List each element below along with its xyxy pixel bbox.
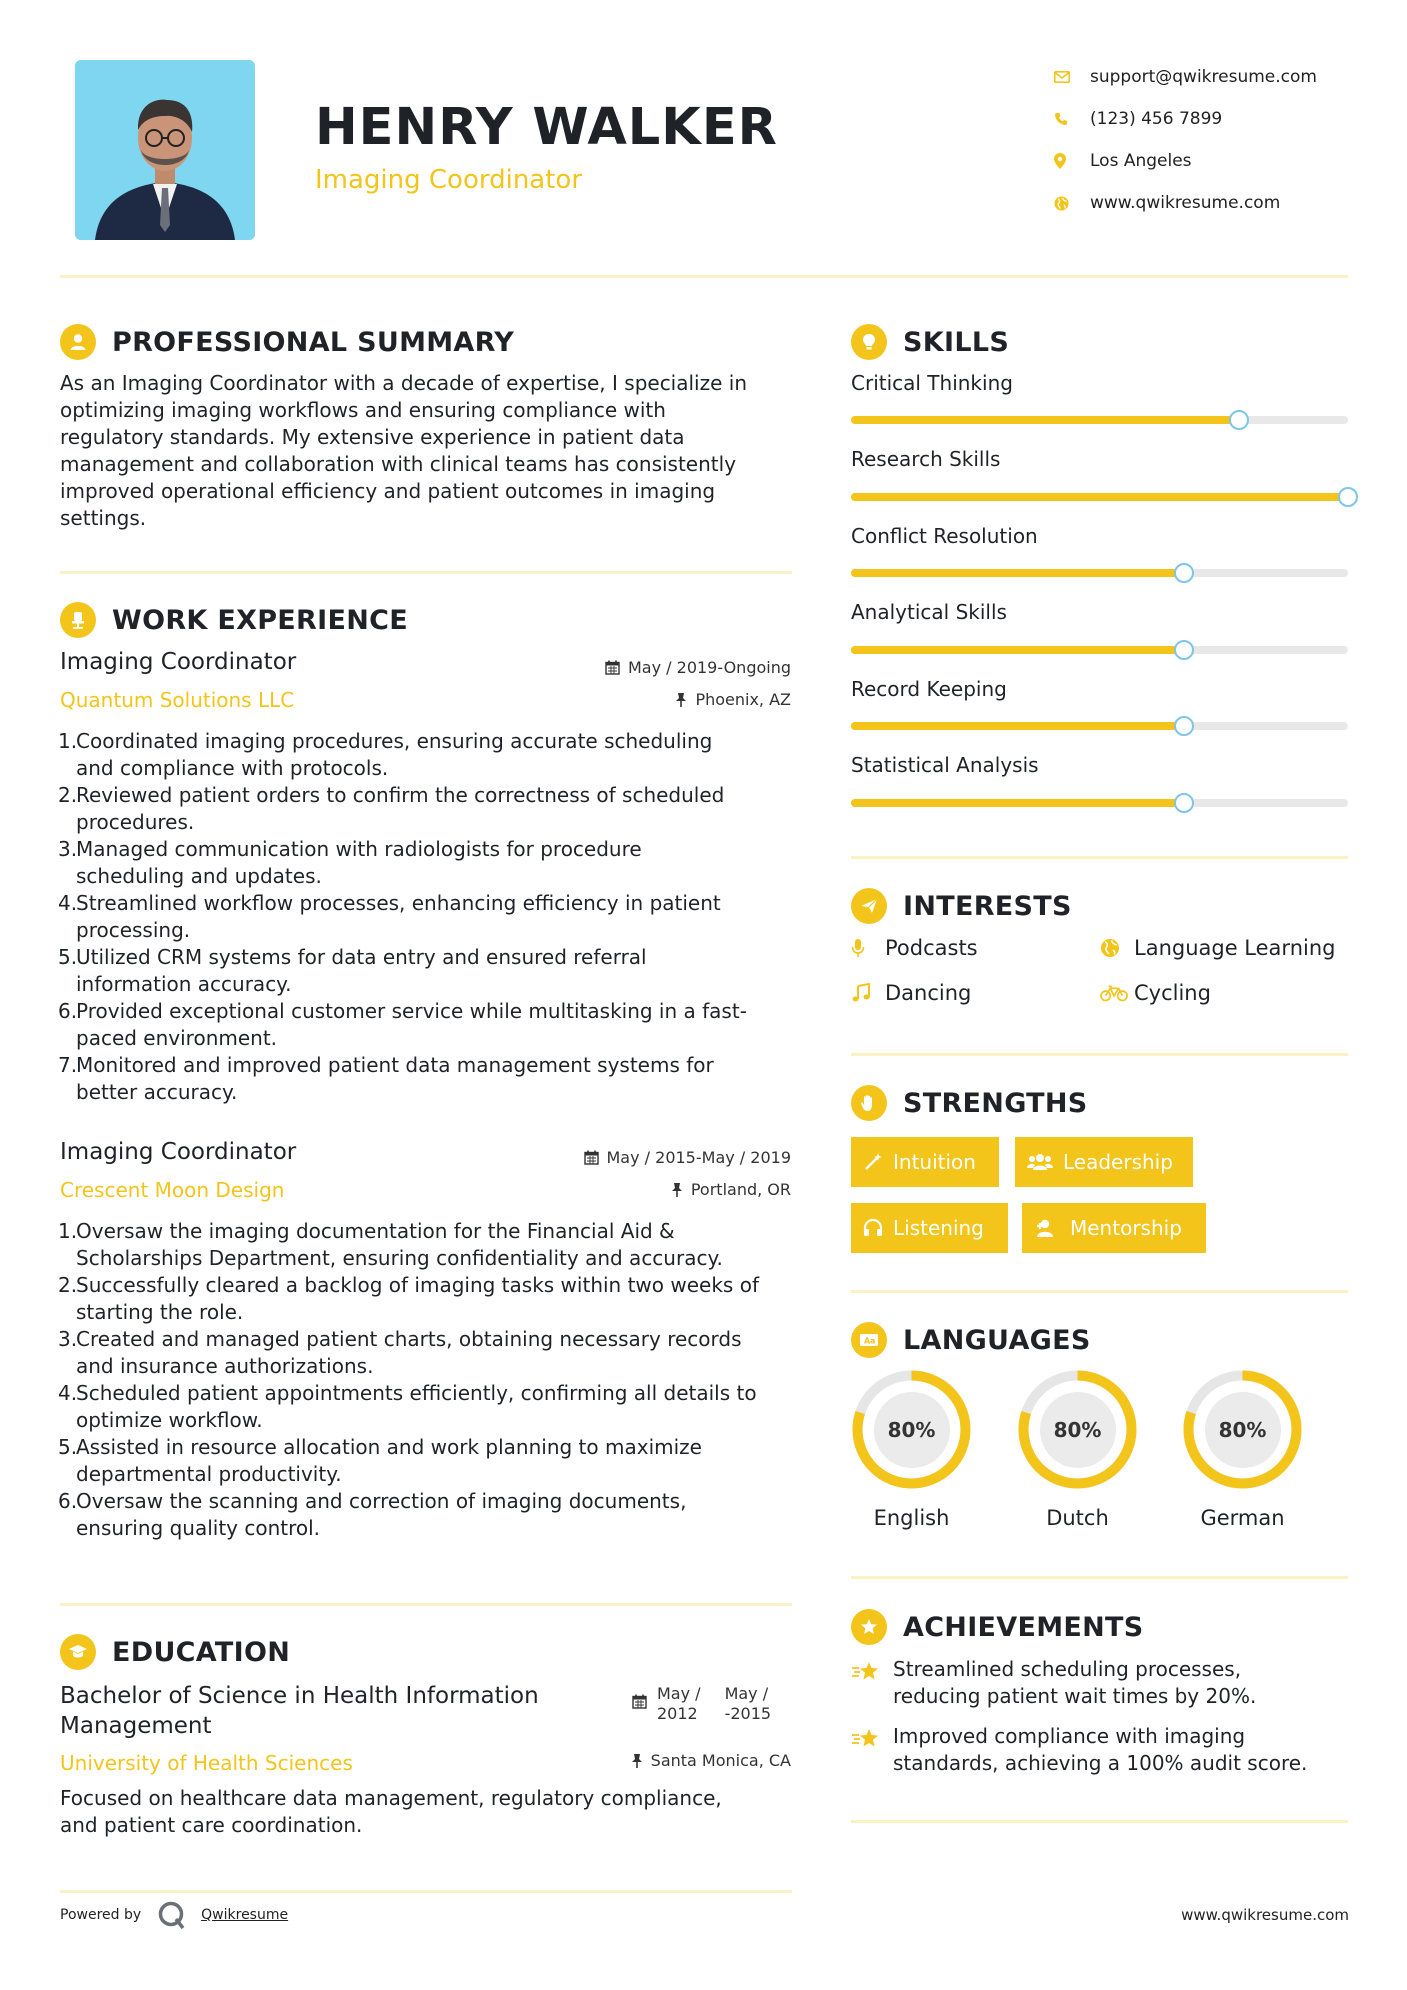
summary-heading: PROFESSIONAL SUMMARY (60, 324, 514, 360)
user-plus-icon (1034, 1218, 1060, 1238)
pin-icon (671, 1182, 683, 1197)
shooting-star-icon (851, 1656, 893, 1710)
calendar-icon (605, 660, 620, 675)
skill-bar-knob (1174, 640, 1194, 660)
language-item (849, 1367, 974, 1530)
user-icon (60, 324, 96, 360)
calendar-icon (584, 1150, 599, 1165)
list-item: 7. Monitored and improved patient data management systems for better accuracy. (58, 1053, 714, 1104)
list-item: 5. Assisted in resource allocation and work planning to maximize departmental productivity. (58, 1435, 702, 1486)
bicycle-icon (1100, 983, 1128, 1003)
list-item: 5. Utilized CRM systems for data entry and ensured referral information accuracy. (58, 945, 647, 996)
language-name: English (873, 1506, 950, 1530)
skill-label: Record Keeping (851, 677, 1007, 701)
job-company: Quantum Solutions LLC (60, 688, 295, 712)
achievements-divider (851, 1820, 1348, 1823)
skill-bar-fill (851, 646, 1184, 654)
magic-wand-icon (863, 1152, 883, 1172)
language-name: Dutch (1046, 1506, 1109, 1530)
strength-tag: Intuition (851, 1137, 999, 1187)
lightbulb-icon (851, 324, 887, 360)
footer-website[interactable]: www.qwikresume.com (1181, 1906, 1349, 1924)
skill-bar-knob (1338, 487, 1358, 507)
skill-bar (851, 722, 1348, 730)
achievements-heading: ACHIEVEMENTS (851, 1609, 1144, 1645)
strengths-divider (851, 1290, 1348, 1293)
list-item: 4. Scheduled patient appointments efficiently, confirming all details to optimize workflow. (58, 1381, 757, 1432)
job-date: May / 2019-Ongoing (605, 658, 791, 677)
footer-divider (60, 1890, 792, 1893)
skill-bar-knob (1229, 410, 1249, 430)
languages-divider (851, 1576, 1348, 1579)
list-item: 3. Created and managed patient charts, obtaining necessary records and insurance authorizations. (58, 1327, 742, 1378)
language-name: German (1200, 1506, 1285, 1530)
music-icon (851, 983, 879, 1003)
globe-icon (1100, 938, 1128, 958)
list-item: 1. Coordinated imaging procedures, ensuring accurate scheduling and compliance with protocols. (58, 729, 713, 780)
job-duties-list (58, 1218, 803, 1542)
contact-list (1050, 56, 1380, 224)
graduation-icon (60, 1634, 96, 1670)
skill-label: Analytical Skills (851, 600, 1007, 624)
contact-website[interactable]: www.qwikresume.com (1050, 182, 1380, 224)
contact-email[interactable]: support@qwikresume.com (1050, 56, 1380, 98)
skill-label: Research Skills (851, 447, 1001, 471)
skill-bar (851, 646, 1348, 654)
skill-label: Statistical Analysis (851, 753, 1039, 777)
pin-icon (675, 692, 687, 707)
star-badge-icon (851, 1609, 887, 1645)
strength-tag: Leadership (1015, 1137, 1193, 1187)
interest-item: Dancing (851, 981, 971, 1005)
skill-bar (851, 493, 1348, 501)
skills-divider (851, 856, 1348, 859)
powered-by: Powered by Qwikresume (60, 1900, 288, 1930)
education-dates: May / 2012 May / -2015 (632, 1684, 771, 1724)
summary-text: As an Imaging Coordinator with a decade of expertise, I specialize in optimizing imaging workflows and ensuring compliance with regulatory standards. My extensive experience in patient data management and collaboration with clinical teams has consistently improved operational efficiency and patient outcomes in imaging settings. (60, 371, 748, 530)
skill-bar-fill (851, 569, 1184, 577)
summary-divider (60, 571, 792, 574)
interests-divider (851, 1053, 1348, 1056)
skill-bar-knob (1174, 716, 1194, 736)
header-divider (60, 275, 1348, 278)
qwikresume-link[interactable]: Qwikresume (201, 1907, 289, 1923)
skill-bar-knob (1174, 793, 1194, 813)
experience-divider (60, 1603, 792, 1606)
phone-icon (1050, 112, 1090, 126)
languages-heading: A a LANGUAGES (851, 1322, 1091, 1358)
skill-bar (851, 416, 1348, 424)
interest-item: Cycling (1100, 981, 1211, 1005)
job-company: Crescent Moon Design (60, 1178, 285, 1202)
skill-bar (851, 569, 1348, 577)
job-duties-list (58, 728, 798, 1106)
interest-item: Podcasts (851, 936, 978, 960)
language-item (1015, 1367, 1140, 1530)
headphones-icon (863, 1218, 883, 1238)
education-location: Santa Monica, CA (631, 1751, 791, 1770)
education-heading: EDUCATION (60, 1634, 290, 1670)
svg-text:a: a (870, 1336, 876, 1346)
contact-location: Los Angeles (1050, 140, 1380, 182)
qwikresume-logo-icon (157, 1900, 187, 1930)
strengths-heading: STRENGTHS (851, 1085, 1088, 1121)
contact-phone[interactable]: (123) 456 7899 (1050, 98, 1380, 140)
candidate-name: HENRY WALKER (315, 98, 778, 157)
language-percent: 80% (1040, 1392, 1116, 1468)
list-item: 1. Oversaw the imaging documentation for the Financial Aid & Scholarships Department, ensuring confidentiality and accuracy. (58, 1219, 723, 1270)
strength-tag: Listening (851, 1203, 1008, 1253)
map-pin-icon (1050, 153, 1090, 169)
interests-heading: INTERESTS (851, 888, 1072, 924)
language-item (1180, 1367, 1305, 1530)
list-item: 6. Provided exceptional customer service while multitasking in a fast- paced environment. (58, 999, 747, 1050)
skill-bar-fill (851, 722, 1184, 730)
skill-bar-knob (1174, 563, 1194, 583)
skill-label: Conflict Resolution (851, 524, 1038, 548)
degree-title: Bachelor of Science in Health Information Management (60, 1683, 539, 1739)
language-percent: 80% (1205, 1392, 1281, 1468)
skill-bar-fill (851, 799, 1184, 807)
list-item: 2. Successfully cleared a backlog of imaging tasks within two weeks of starting the role. (58, 1273, 759, 1324)
paper-plane-icon (851, 888, 887, 924)
profile-photo (75, 60, 255, 240)
list-item: 6. Oversaw the scanning and correction of imaging documents, ensuring quality control. (58, 1489, 687, 1540)
shooting-star-icon (851, 1723, 893, 1777)
interest-item: Language Learning (1100, 936, 1335, 960)
hand-icon (851, 1085, 887, 1121)
job-location: Portland, OR (671, 1180, 791, 1199)
achievement-item: Improved compliance with imaging standards, achieving a 100% audit score. (851, 1723, 1348, 1777)
list-item: 4. Streamlined workflow processes, enhancing efficiency in patient processing. (58, 891, 721, 942)
list-item: 2. Reviewed patient orders to confirm the correctness of scheduled procedures. (58, 783, 725, 834)
job-title: Imaging Coordinator (60, 1139, 297, 1165)
skill-bar-fill (851, 493, 1348, 501)
skill-bar (851, 799, 1348, 807)
skills-heading: SKILLS (851, 324, 1009, 360)
users-icon (1027, 1152, 1053, 1172)
language-percent: 80% (874, 1392, 950, 1468)
skill-bar-fill (851, 416, 1239, 424)
job-location: Phoenix, AZ (675, 690, 791, 709)
education-description: Focused on healthcare data management, regulatory compliance, and patient care coordination. (60, 1786, 722, 1837)
strength-tag: Mentorship (1022, 1203, 1206, 1253)
job-title: Imaging Coordinator (60, 649, 297, 675)
globe-icon (1050, 196, 1090, 211)
briefcase-chair-icon (60, 602, 96, 638)
achievement-item: Streamlined scheduling processes, reducing patient wait times by 20%. (851, 1656, 1348, 1710)
list-item: 3. Managed communication with radiologists for procedure scheduling and updates. (58, 837, 642, 888)
pin-icon (631, 1753, 643, 1768)
svg-text:A: A (864, 1336, 871, 1346)
microphone-icon (851, 938, 879, 958)
skill-label: Critical Thinking (851, 371, 1013, 395)
envelope-icon (1050, 71, 1090, 83)
language-icon (851, 1322, 887, 1358)
candidate-role: Imaging Coordinator (315, 165, 583, 195)
school-name: University of Health Sciences (60, 1751, 353, 1775)
experience-heading: WORK EXPERIENCE (60, 602, 408, 638)
calendar-icon (632, 1694, 647, 1709)
job-date: May / 2015-May / 2019 (584, 1148, 792, 1167)
